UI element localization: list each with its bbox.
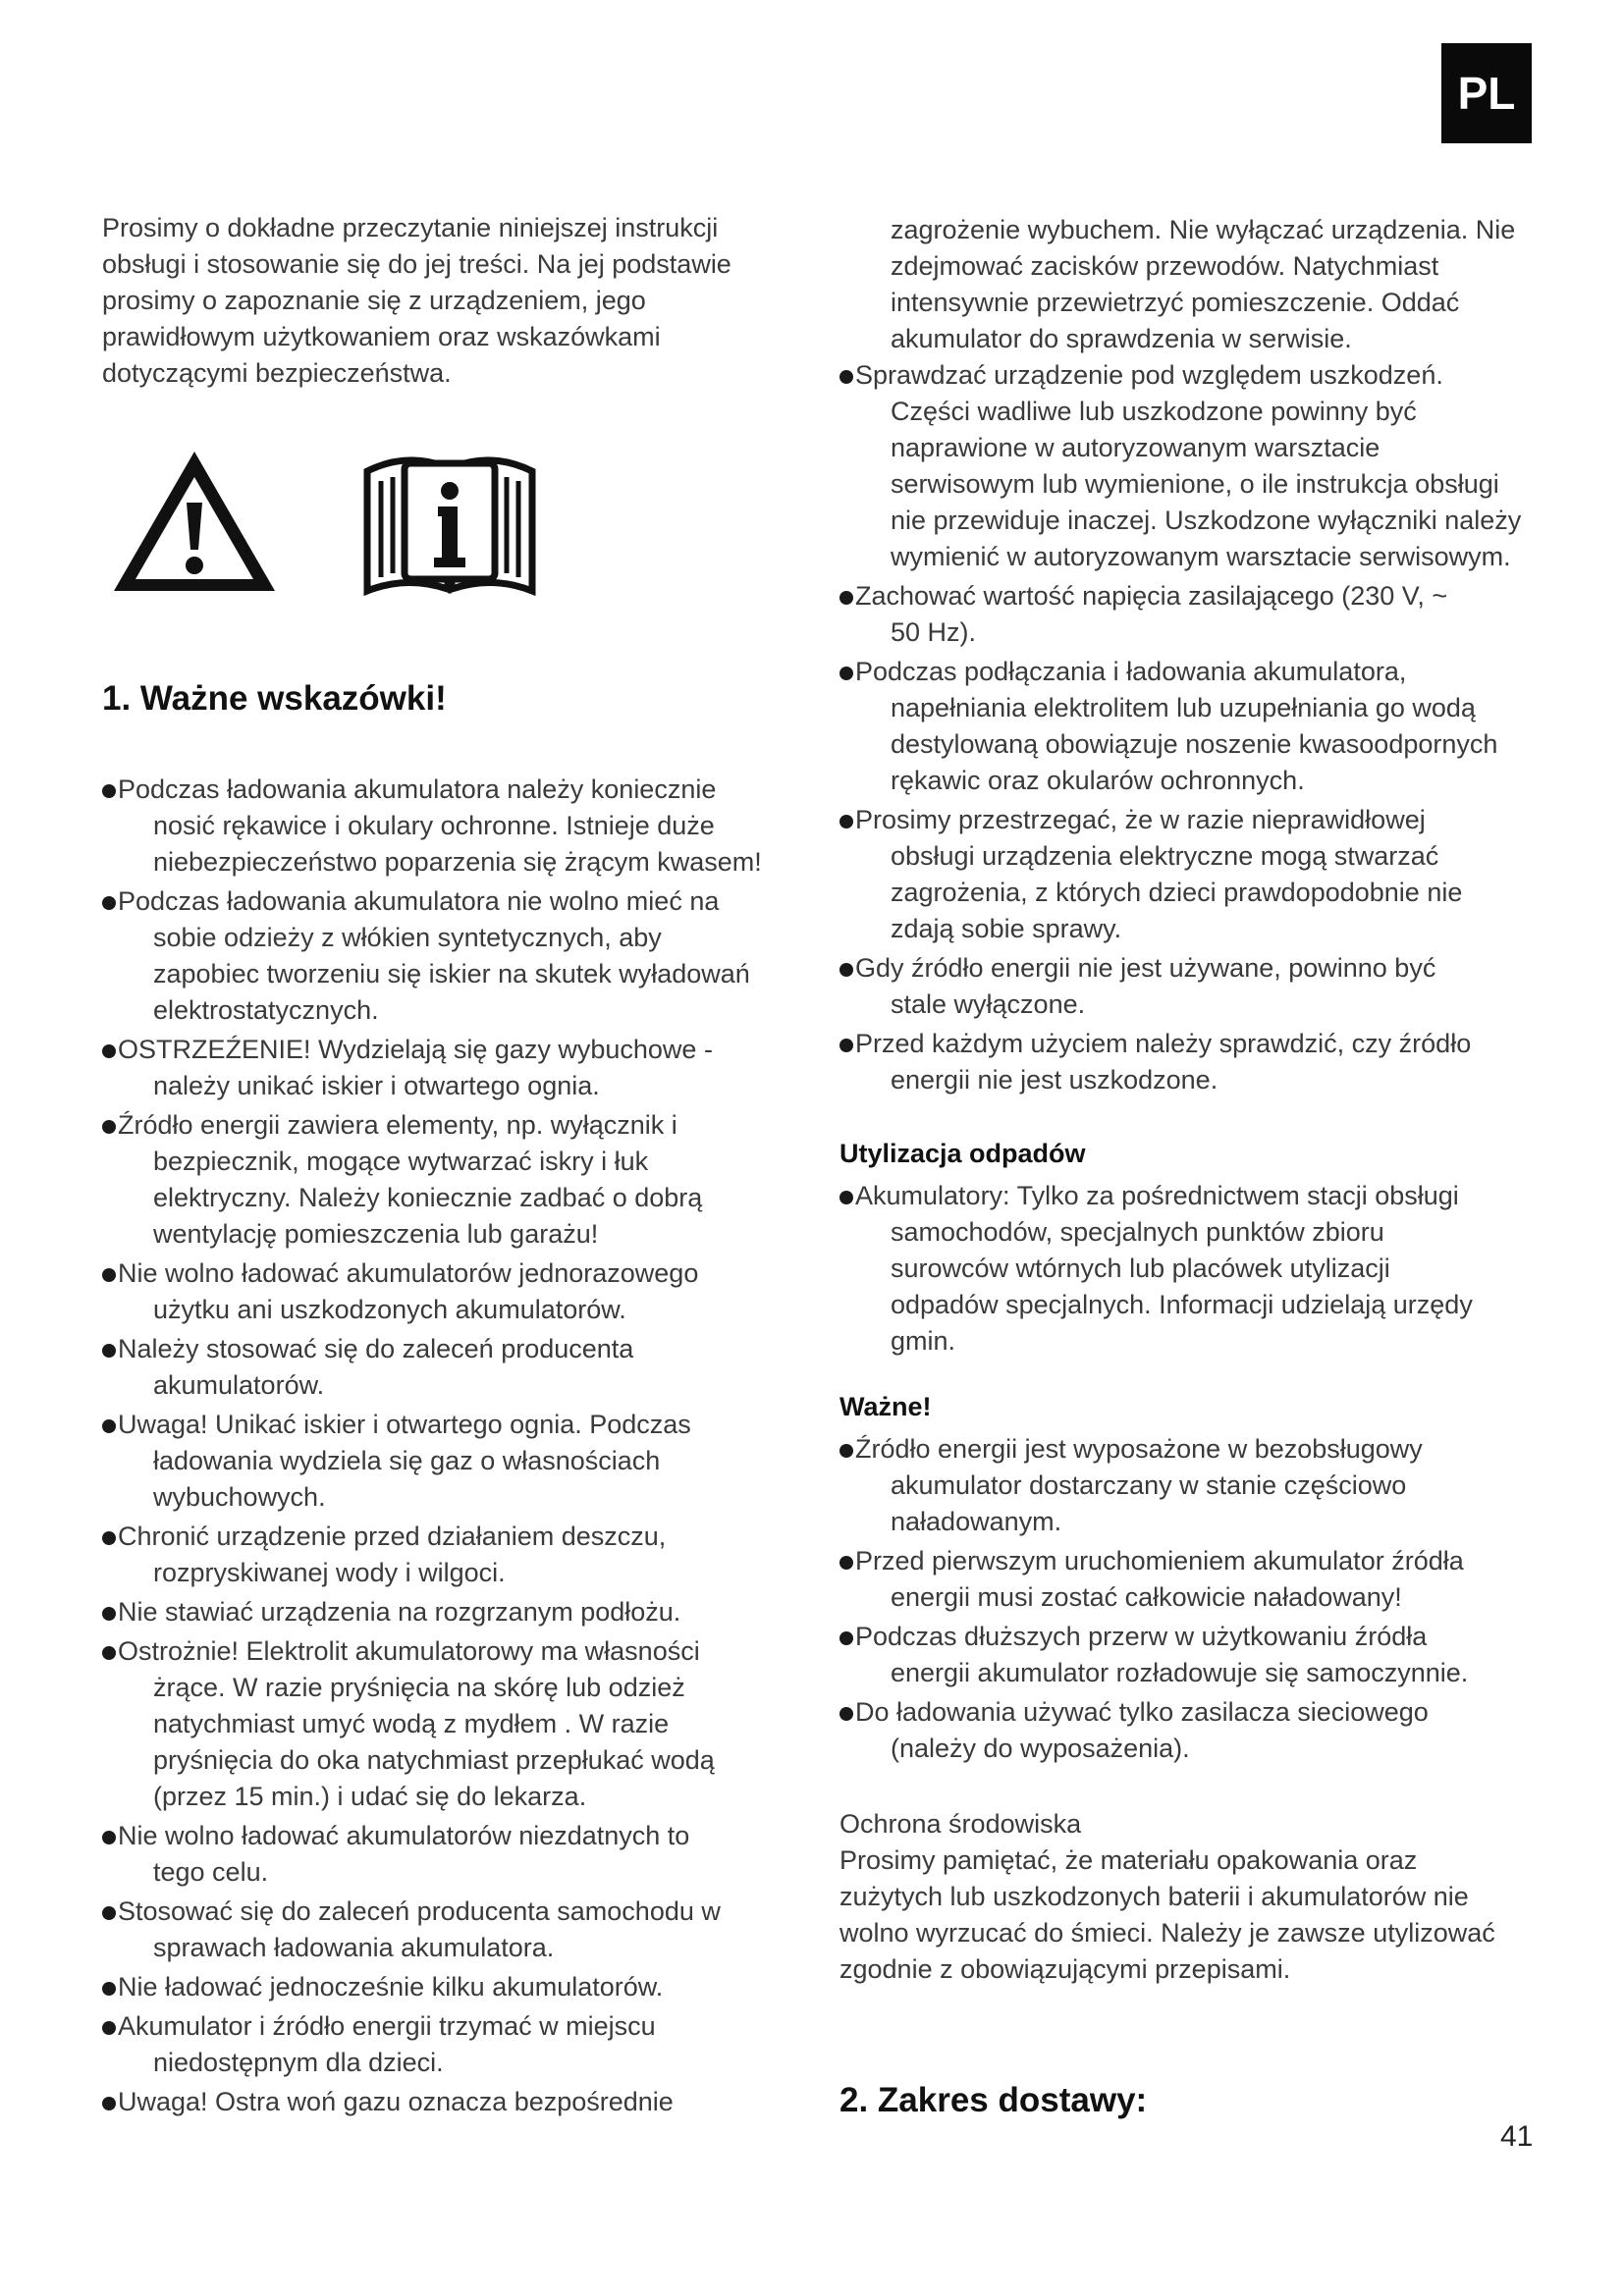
bullet-item	[102, 1969, 789, 2005]
bullet-item	[102, 1594, 789, 1630]
bullet-item	[102, 1032, 789, 1104]
ochrona-paragraph: Prosimy pamiętać, że materiału opakowania oraz zużytych lub uszkodzonych baterii i akumulatorów nie wolno wyrzucać do śmieci. Należy je zawsze utylizować zgodnie z obowiązującymi przepisami.	[839, 1845, 1495, 1984]
bullet-text: Do ładowania używać tylko zasilacza sieciowego (należy do wyposażenia).	[855, 1697, 1429, 1763]
bullet-text: Podczas ładowania akumulatora należy koniecznie nosić rękawice i okulary ochronne. Istnieje duże niebezpieczeństwo poparzenia się żrącym kwasem!	[118, 774, 762, 877]
bullet-dot-icon	[839, 1556, 853, 1570]
bullet-text: Zachować wartość napięcia zasilającego (230 V, ~ 50 Hz).	[855, 581, 1448, 647]
ochrona-title: Ochrona środowiska	[839, 1809, 1082, 1839]
bullet-dot-icon	[839, 591, 853, 605]
bullet-text: OSTRZEŹENIE! Wydzielają się gazy wybuchowe - należy unikać iskier i otwartego ognia.	[118, 1035, 713, 1100]
utylizacja-title: Utylizacja odpadów	[839, 1139, 1086, 1168]
bullet-item	[102, 1818, 789, 1891]
language-badge: PL	[1441, 43, 1532, 143]
manual-book-info-icon	[361, 442, 538, 599]
bullet-dot-icon	[839, 1444, 853, 1458]
wazne-title: Ważne!	[839, 1392, 932, 1421]
left-bullet-list	[102, 772, 789, 2123]
bullet-text: Podczas podłączania i ładowania akumulatora, napełniania elektrolitem lub uzupełniania go wodą destylowaną obowiązuje noszenie kwasoodpornych rękawic oraz okularów ochronnych.	[855, 657, 1498, 795]
bullet-dot-icon	[102, 1419, 116, 1433]
bullet-item	[839, 1178, 1546, 1360]
bullet-item	[839, 950, 1546, 1023]
bullet-item	[839, 1543, 1546, 1616]
page-number: 41	[1500, 2120, 1534, 2153]
bullet-text: Źródło energii jest wyposażone w bezobsługowy akumulator dostarczany w stanie częściowo naładowanym.	[855, 1434, 1423, 1536]
bullet-item	[102, 1633, 789, 1815]
bullet-dot-icon	[839, 815, 853, 828]
bullet-item	[102, 2084, 789, 2120]
bullet-dot-icon	[102, 1531, 116, 1545]
bullet-dot-icon	[839, 1039, 853, 1052]
bullet-dot-icon	[102, 1344, 116, 1358]
bullet-dot-icon	[102, 2097, 116, 2110]
bullet-item	[839, 654, 1546, 799]
bullet-text: Stosować się do zaleceń producenta samochodu w sprawach ładowania akumulatora.	[118, 1896, 721, 1962]
utylizacja-bullet-list	[839, 1178, 1546, 1362]
bullet-item	[102, 772, 789, 881]
bullet-text: Nie stawiać urządzenia na rozgrzanym podłożu.	[118, 1597, 681, 1627]
bullet-item	[839, 802, 1546, 947]
bullet-dot-icon	[102, 1831, 116, 1844]
warning-triangle-icon	[106, 444, 283, 601]
section-1-title: 1. Ważne wskazówki!	[102, 679, 447, 718]
bullet-dot-icon	[102, 2021, 116, 2035]
continuation-paragraph: zagrożenie wybuchem. Nie wyłączać urządzenia. Nie zdejmować zacisków przewodów. Natychmiast intensywnie przewietrzyć pomieszczenie. Oddać akumulator do sprawdzenia w serwisie.	[891, 215, 1516, 353]
bullet-dot-icon	[839, 370, 853, 384]
bullet-dot-icon	[102, 1982, 116, 1996]
bullet-dot-icon	[839, 1191, 853, 1204]
intro-paragraph: Prosimy o dokładne przeczytanie niniejszej instrukcji obsługi i stosowanie się do jej treści. Na jej podstawie prosimy o zapoznanie się z urządzeniem, jego prawidłowym użytkowaniem oraz wskazówkami dotyczącymi bezpieczeństwa.	[102, 213, 731, 388]
bullet-item	[839, 357, 1546, 575]
bullet-text: Nie wolno ładować akumulatorów niezdatnych to tego celu.	[118, 1821, 690, 1887]
section-2-title: 2. Zakres dostawy:	[839, 2081, 1148, 2119]
bullet-item	[839, 1026, 1546, 1098]
bullet-item	[102, 1331, 789, 1404]
bullet-text: Akumulatory: Tylko za pośrednictwem stacji obsługi samochodów, specjalnych punktów zbioru surowców wtórnych lub placówek utylizacji odpadów specjalnych. Informacji udzielają urzędy gmin.	[855, 1181, 1473, 1356]
bullet-text: Należy stosować się do zaleceń producenta akumulatorów.	[118, 1334, 634, 1400]
bullet-item	[839, 1694, 1546, 1767]
bullet-text: Prosimy przestrzegać, że w razie nieprawidłowej obsługi urządzenia elektryczne mogą stwarzać zagrożenia, z których dzieci prawdopodobnie nie zdają sobie sprawy.	[855, 805, 1463, 943]
bullet-item	[102, 2008, 789, 2081]
bullet-item	[102, 1107, 789, 1253]
bullet-item	[839, 578, 1546, 651]
bullet-item	[839, 1619, 1546, 1691]
bullet-item	[102, 883, 789, 1029]
right-bullet-list	[839, 357, 1546, 1101]
wazne-bullet-list	[839, 1431, 1546, 1770]
bullet-dot-icon	[102, 1044, 116, 1058]
bullet-dot-icon	[102, 896, 116, 910]
bullet-text: Podczas dłuższych przerw w użytkowaniu źródła energii akumulator rozładowuje się samoczynnie.	[855, 1622, 1469, 1687]
bullet-text: Chronić urządzenie przed działaniem deszczu, rozpryskiwanej wody i wilgoci.	[118, 1522, 667, 1587]
bullet-text: Przed pierwszym uruchomieniem akumulator źródła energii musi zostać całkowicie naładowany!	[855, 1546, 1464, 1612]
bullet-item	[102, 1255, 789, 1328]
bullet-text: Nie ładować jednocześnie kilku akumulatorów.	[118, 1972, 664, 2002]
bullet-dot-icon	[839, 1707, 853, 1721]
bullet-text: Przed każdym użyciem należy sprawdzić, czy źródło energii nie jest uszkodzone.	[855, 1029, 1472, 1095]
bullet-dot-icon	[839, 667, 853, 680]
bullet-dot-icon	[102, 1268, 116, 1282]
bullet-item	[102, 1894, 789, 1966]
bullet-text: Źródło energii zawiera elementy, np. wyłącznik i bezpiecznik, mogące wytwarzać iskry i łuk elektryczny. Należy koniecznie zadbać o dobrą wentylację pomieszczenia lub garażu!	[118, 1110, 703, 1249]
bullet-text: Gdy źródło energii nie jest używane, powinno być stale wyłączone.	[855, 953, 1436, 1019]
bullet-dot-icon	[102, 1120, 116, 1134]
bullet-item	[102, 1519, 789, 1591]
bullet-dot-icon	[102, 784, 116, 798]
bullet-dot-icon	[102, 1906, 116, 1920]
bullet-dot-icon	[102, 1646, 116, 1660]
bullet-text: Akumulator i źródło energii trzymać w miejscu niedostępnym dla dzieci.	[118, 2011, 656, 2077]
bullet-text: Uwaga! Unikać iskier i otwartego ognia. Podczas ładowania wydziela się gaz o własnościach wybuchowych.	[118, 1410, 691, 1512]
bullet-dot-icon	[102, 1607, 116, 1621]
bullet-text: Podczas ładowania akumulatora nie wolno mieć na sobie odzieży z włókien syntetycznych, aby zapobiec tworzeniu się iskier na skutek wyładowań elektrostatycznych.	[118, 886, 750, 1025]
bullet-text: Uwaga! Ostra woń gazu oznacza bezpośrednie	[118, 2087, 674, 2116]
bullet-item	[102, 1407, 789, 1516]
bullet-text: Sprawdzać urządzenie pod względem uszkodzeń. Części wadliwe lub uszkodzone powinny być naprawione w autoryzowanym warsztacie serwisowym lub wymienione, o ile instrukcja obsługi nie przewiduje inaczej. Uszkodzone wyłączniki należy wymienić w autoryzowanym warsztacie serwisowym.	[855, 360, 1522, 571]
bullet-dot-icon	[839, 963, 853, 977]
bullet-item	[839, 1431, 1546, 1540]
bullet-dot-icon	[839, 1631, 853, 1645]
bullet-text: Nie wolno ładować akumulatorów jednorazowego użytku ani uszkodzonych akumulatorów.	[118, 1258, 699, 1324]
bullet-text: Ostrożnie! Elektrolit akumulatorowy ma własności żrące. W razie pryśnięcia na skórę lub odzież natychmiast umyć wodą z mydłem . W razie pryśnięcia do oka natychmiast przepłukać wodą (przez 15 min.) i udać się do lekarza.	[118, 1636, 715, 1811]
